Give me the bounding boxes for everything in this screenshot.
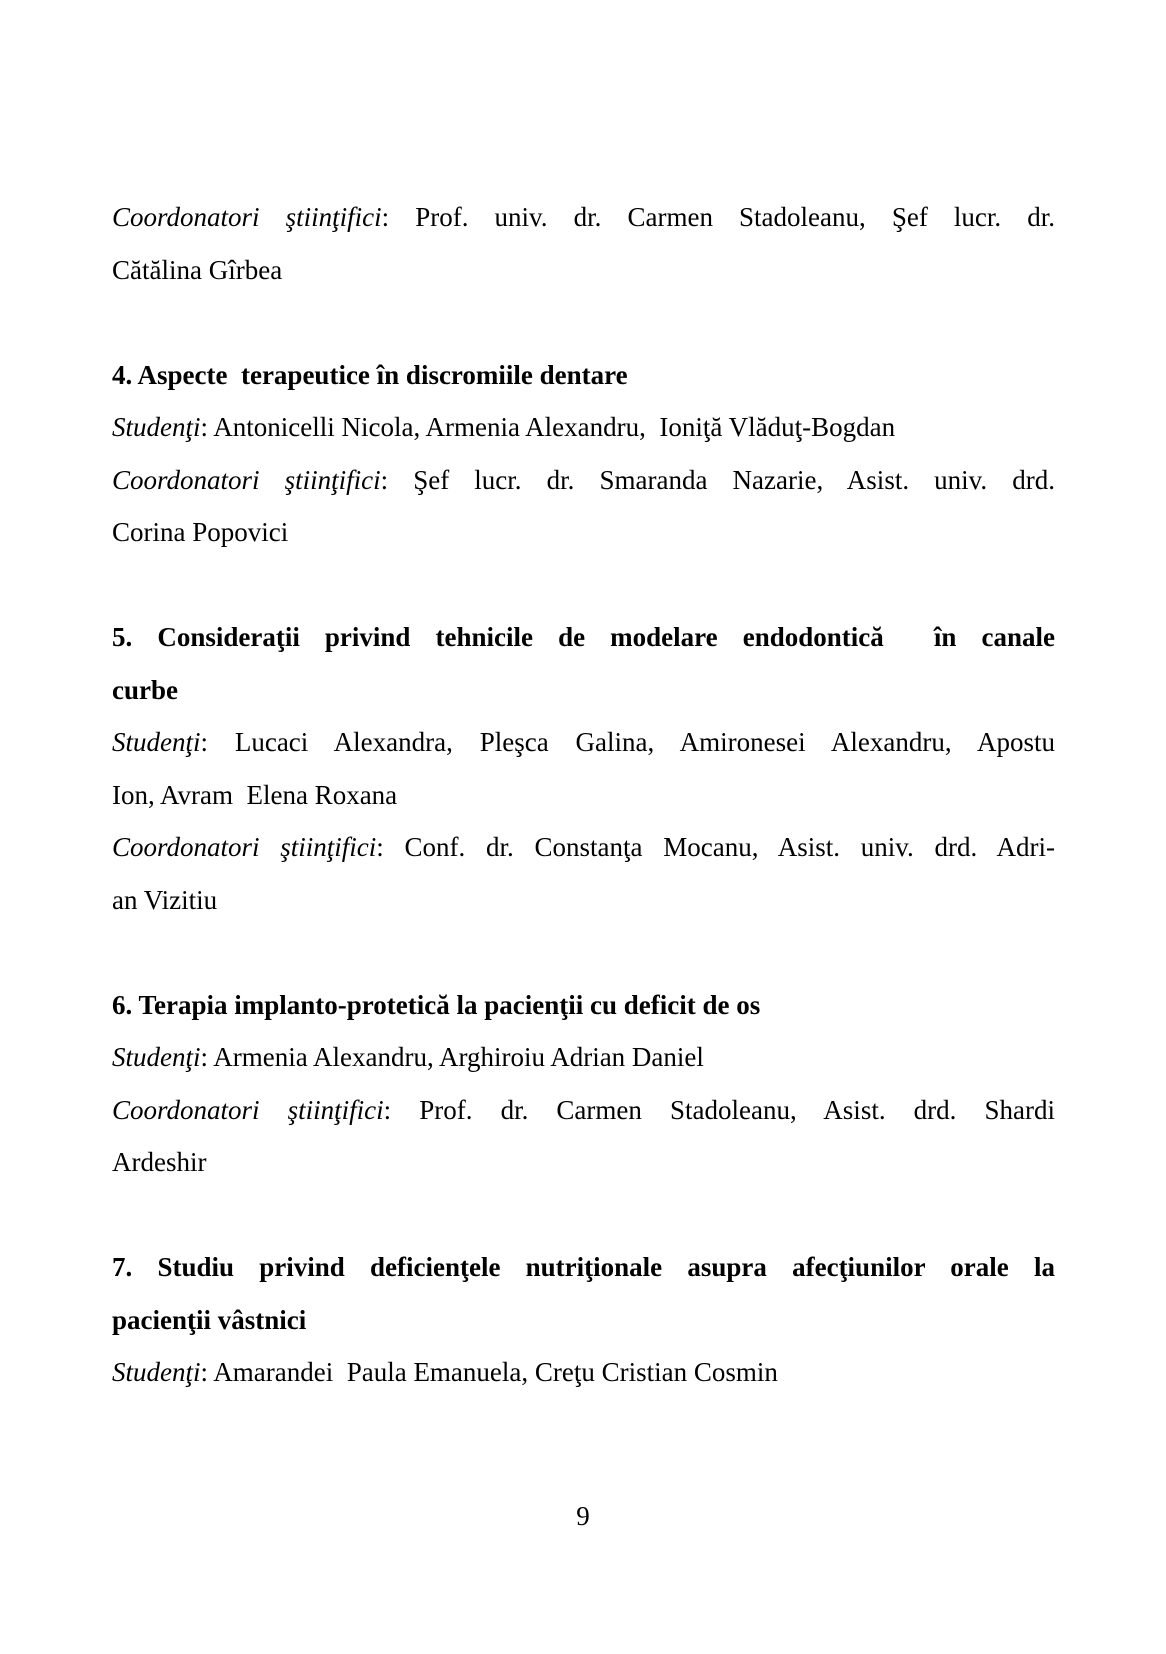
coordinators-label: Coordonatori ştiinţifici: [112, 464, 381, 495]
section-4-coordinators-line-1: [112, 454, 1055, 507]
students-text: : Antonicelli Nicola, Armenia Alexandru, Ioniţă Vlăduţ-Bogdan: [200, 412, 896, 442]
section-5-students-line-2: Ion, Avram Elena Roxana: [112, 779, 398, 810]
coordinators-text: : Prof. dr. Carmen Stadoleanu, Asist. drd. Shardi: [383, 1094, 1055, 1125]
section-6-students-line: [112, 1031, 1055, 1084]
coordinators-label: Coordonatori ştiinţifici: [112, 832, 377, 862]
section-4-title: 4. Aspecte terapeutice în discromiile dentare: [112, 359, 628, 390]
coordinators-label: Coordonatori ştiinţifici: [112, 202, 382, 232]
section-5-coordinators-line-1: [112, 821, 1055, 874]
section-6-coordinators-line-2: Ardeshir: [112, 1147, 207, 1177]
section-7-title-line-2: pacienţii vâstnici: [112, 1304, 307, 1335]
blank-line: [112, 296, 1055, 349]
coordinators-label: Coordonatori ştiinţifici: [112, 1094, 384, 1125]
intro-coordinators-line-1: [112, 191, 1055, 244]
coordinators-text: : Conf. dr. Constanţa Mocanu, Asist. univ. drd. Adri-: [376, 832, 1055, 862]
section-5-title-line-1: 5. Consideraţii privind tehnicile de modelare endodontică în canale: [112, 622, 1055, 652]
section-5-students-line-1: [112, 716, 1055, 769]
coordinators-text: : Prof. univ. dr. Carmen Stadoleanu, Şef lucr. dr.: [381, 202, 1056, 232]
students-label: Studenţi: [112, 412, 201, 442]
coordinators-text: : Şef lucr. dr. Smaranda Nazarie, Asist. univ. drd.: [380, 464, 1055, 495]
page-number: 9: [576, 1501, 590, 1531]
students-text: : Armenia Alexandru, Arghiroiu Adrian Daniel: [200, 1042, 704, 1072]
blank-line: [112, 1189, 1055, 1242]
section-6-coordinators-line-1: [112, 1084, 1055, 1137]
section-6-title: 6. Terapia implanto-protetică la pacienţii cu deficit de os: [112, 989, 761, 1020]
students-text: : Lucaci Alexandra, Pleşca Galina, Amironesei Alexandru, Apostu: [200, 727, 1055, 757]
section-5-coordinators-line-2: an Vizitiu: [112, 884, 218, 915]
students-label: Studenţi: [112, 727, 201, 757]
section-7-title-line-1: 7. Studiu privind deficienţele nutriţionale asupra afecţiunilor orale la: [112, 1252, 1055, 1282]
intro-coordinators-line-2: Cătălina Gîrbea: [112, 254, 283, 285]
blank-line: [112, 926, 1055, 979]
section-5-title-line-2: curbe: [112, 674, 178, 705]
blank-line: [112, 559, 1055, 612]
students-label: Studenţi: [112, 1357, 201, 1387]
students-text: : Amarandei Paula Emanuela, Creţu Cristian Cosmin: [200, 1357, 778, 1387]
students-label: Studenţi: [112, 1042, 201, 1072]
document-text-block: [112, 191, 1055, 1399]
section-7-students-line: [112, 1346, 1055, 1399]
section-4-coordinators-line-2: Corina Popovici: [112, 517, 289, 547]
section-4-students-line: [112, 401, 1055, 454]
